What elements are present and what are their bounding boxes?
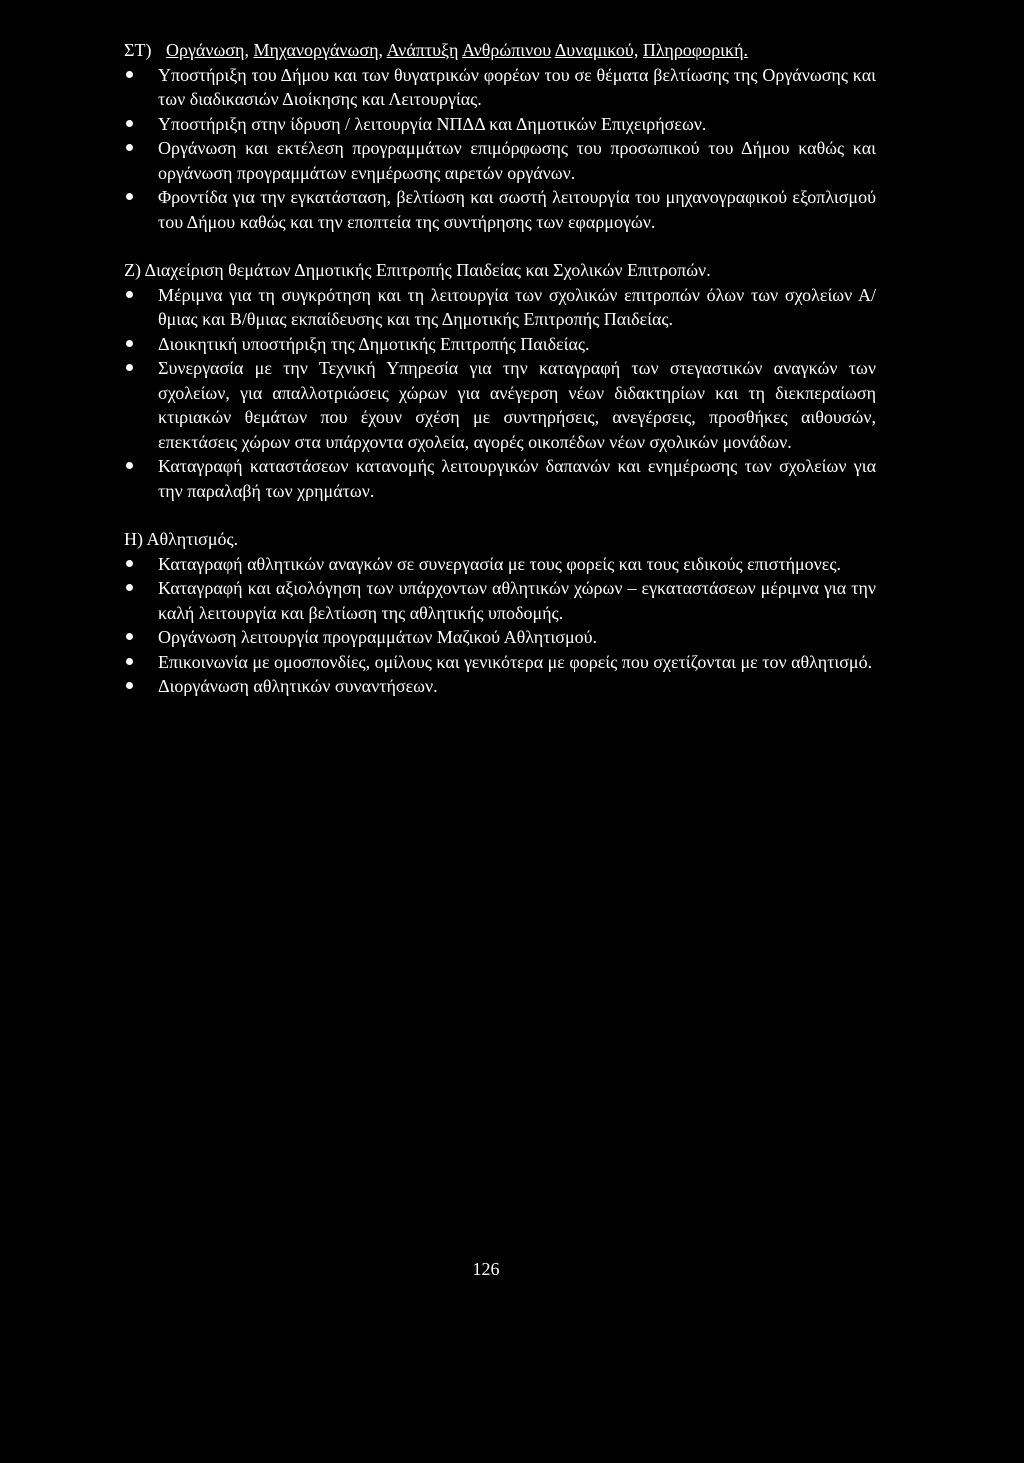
heading-part: Ανάπτυξη xyxy=(386,40,459,60)
section-heading: Η) Αθλητισμός. xyxy=(124,529,239,549)
section-organization xyxy=(124,38,876,234)
spacer xyxy=(124,503,876,527)
section-heading: Ζ) Διαχείριση θεμάτων Δημοτικής Επιτροπής Παιδείας και Σχολικών Επιτροπών. xyxy=(124,260,711,280)
list-item: Υποστήριξη στην ίδρυση / λειτουργία ΝΠΔΔ και Δημοτικών Επιχειρήσεων. xyxy=(124,112,876,137)
bullet-list xyxy=(124,552,876,699)
list-item: Επικοινωνία με ομοσπονδίες, ομίλους και γενικότερα με φορείς που σχετίζονται με τον αθλητισμό. xyxy=(124,650,876,675)
section-prefix: ΣΤ) xyxy=(124,40,152,60)
spacer xyxy=(124,234,876,258)
list-item: Διοργάνωση αθλητικών συναντήσεων. xyxy=(124,674,876,699)
list-item: Οργάνωση λειτουργία προγραμμάτων Μαζικού Αθλητισμού. xyxy=(124,625,876,650)
page-number: 126 xyxy=(472,1259,500,1279)
bullet-list xyxy=(124,283,876,504)
heading-part: Ανθρώπινου xyxy=(461,40,552,60)
list-item: Καταγραφή αθλητικών αναγκών σε συνεργασία με τους φορείς και τους ειδικούς επιστήμονες. xyxy=(124,552,876,577)
document-page xyxy=(124,38,876,699)
section-heading xyxy=(124,38,876,63)
section-sports xyxy=(124,527,876,699)
list-item: Καταγραφή καταστάσεων κατανομής λειτουργικών δαπανών και ενημέρωσης των σχολείων για την παραλαβή των χρημάτων. xyxy=(124,454,876,503)
heading-part: Οργάνωση, xyxy=(165,40,249,60)
list-item: Διοικητική υποστήριξη της Δημοτικής Επιτροπής Παιδείας. xyxy=(124,332,876,357)
list-item: Φροντίδα για την εγκατάσταση, βελτίωση και σωστή λειτουργία του μηχανογραφικού εξοπλισμού του Δήμου καθώς και την εποπτεία της συντήρησης των εφαρμογών. xyxy=(124,185,876,234)
list-item: Μέριμνα για τη συγκρότηση και τη λειτουργία των σχολικών επιτροπών όλων των σχολείων Α/θμιας και Β/θμιας εκπαίδευσης και της Δημοτικής Επιτροπής Παιδείας. xyxy=(124,283,876,332)
heading-part: Δυναμικού, xyxy=(554,40,639,60)
heading-part: Μηχανοργάνωση, xyxy=(253,40,383,60)
bullet-list xyxy=(124,63,876,235)
list-item: Υποστήριξη του Δήμου και των θυγατρικών φορέων του σε θέματα βελτίωσης της Οργάνωσης και των διαδικασιών Διοίκησης και Λειτουργίας. xyxy=(124,63,876,112)
list-item: Καταγραφή και αξιολόγηση των υπάρχοντων αθλητικών χώρων – εγκαταστάσεων μέριμνα για την καλή λειτουργία και βελτίωση της αθλητικής υποδομής. xyxy=(124,576,876,625)
section-education xyxy=(124,258,876,503)
list-item: Συνεργασία με την Τεχνική Υπηρεσία για την καταγραφή των στεγαστικών αναγκών των σχολείων, για απαλλοτριώσεις χώρων για ανέγερση νέων διδακτηρίων και τη διεκπεραίωση κτιριακών θεμάτων που έχουν σχέση με συντηρήσεις, ανεγέρσεις, προσθήκες αιθουσών, επεκτάσεις χώρων στα υπάρχοντα σχολεία, αγορές οικοπέδων νέων σχολικών μονάδων. xyxy=(124,356,876,454)
heading-part: Πληροφορική. xyxy=(642,40,749,60)
list-item: Οργάνωση και εκτέλεση προγραμμάτων επιμόρφωσης του προσωπικού του Δήμου καθώς και οργάνωση προγραμμάτων ενημέρωσης αιρετών οργάνων. xyxy=(124,136,876,185)
